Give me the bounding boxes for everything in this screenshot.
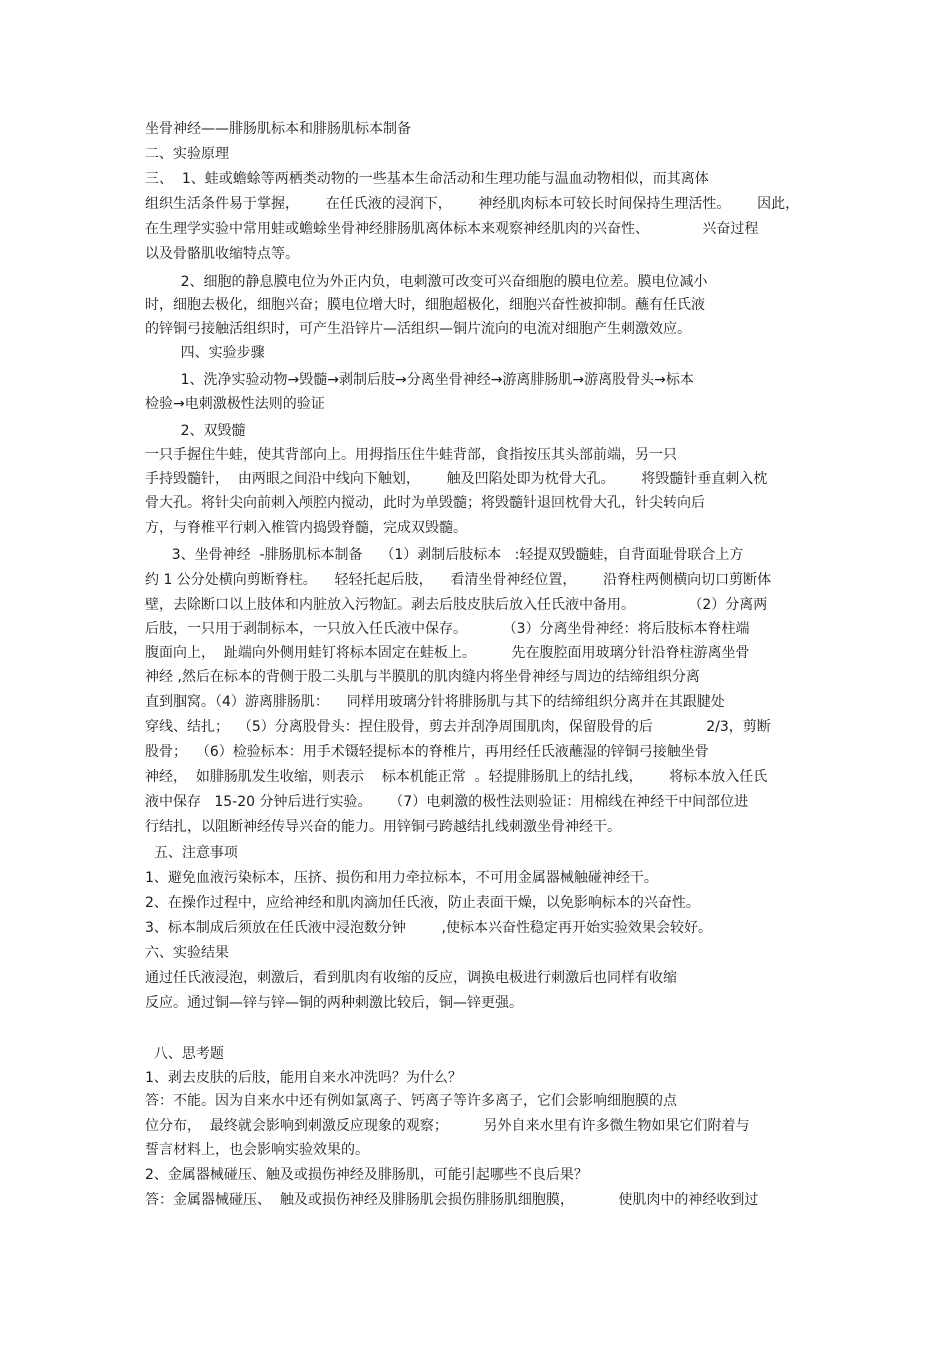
text-line: 后肢，一只用于剥制标本，一只放入任氏液中保存。 （3）分离坐骨神经：将后肢标本脊柱端 [145, 621, 750, 637]
text-line: 答：不能。因为自来水中还有例如氯离子、钙离子等许多离子，它们会影响细胞膜的点 [145, 1093, 677, 1109]
text-line: 手持毁髓针， 由两眼之间沿中线向下触划， 触及凹陷处即为枕骨大孔。 将毁髓针垂直刺入枕 [145, 471, 768, 487]
text-line: 在生理学实验中常用蛙或蟾蜍坐骨神经腓肠肌离体标本来观察神经肌肉的兴奋性、 兴奋过程 [145, 221, 759, 237]
section-heading: 四、实验步骤 [145, 345, 265, 361]
text-line: 一只手握住牛蛙，使其背部向上。用拇指压住牛蛙背部，食指按压其头部前端，另一只 [145, 447, 677, 463]
text-line: 3、坐骨神经 -腓肠肌标本制备 （1）剥制后肢标本 :轻提双毁髓蛙，自背面耻骨联合上方 [145, 547, 744, 563]
text-line: 液中保存 15-20 分钟后进行实验。 （7）电刺激的极性法则验证：用棉线在神经干中间部位进 [145, 794, 749, 810]
text-line: 股骨； （6）检验标本：用手术镊轻提标本的脊椎片，再用经任氏液蘸湿的锌铜弓接触坐骨 [145, 744, 709, 760]
text-line: 2、细胞的静息膜电位为外正内负，电刺激可改变可兴奋细胞的膜电位差。膜电位减小 [145, 274, 708, 290]
section-heading: 二、实验原理 [145, 146, 229, 162]
text-line: 答：金属器械碰压、 触及或损伤神经及腓肠肌会损伤腓肠肌细胞膜， 使肌肉中的神经收到过 [145, 1192, 759, 1208]
text-line: 以及骨骼肌收缩特点等。 [145, 246, 299, 262]
section-heading: 六、实验结果 [145, 945, 229, 961]
section-heading: 五、注意事项 [145, 845, 238, 861]
text-line: 检验→电刺激极性法则的验证 [145, 396, 325, 412]
subsection-heading: 2、双毁髓 [145, 423, 246, 439]
text-line: 行结扎，以阻断神经传导兴奋的能力。用锌铜弓跨越结扎线刺激坐骨神经干。 [145, 819, 621, 835]
text-line: 壁，去除断口以上肢体和内脏放入污物缸。剥去后肢皮肤后放入任氏液中备用。 （2）分离两 [145, 597, 768, 613]
text-line: 腹面向上， 趾端向外侧用蛙钉将标本固定在蛙板上。 先在腹腔面用玻璃分针沿脊柱游离坐骨 [145, 645, 750, 661]
text-line: 1、避免血液污染标本，压挤、损伤和用力牵拉标本，不可用金属器械触碰神经干。 [145, 870, 658, 886]
section-heading: 八、思考题 [145, 1046, 224, 1062]
text-line: 神经 ,然后在标本的背侧于股二头肌与半膜肌的肌肉缝内将坐骨神经与周边的结缔组织分离 [145, 669, 700, 685]
text-line: 1、洗净实验动物→毁髓→剥制后肢→分离坐骨神经→游离腓肠肌→游离股骨头→标本 [145, 372, 694, 388]
text-line: 约 1 公分处横向剪断脊柱。 轻轻托起后肢， 看清坐骨神经位置， 沿脊柱两侧横向切口剪断体 [145, 572, 772, 588]
text-line: 时，细胞去极化，细胞兴奋；膜电位增大时，细胞超极化，细胞兴奋性被抑制。蘸有任氏液 [145, 297, 705, 313]
text-line: 方，与脊椎平行刺入椎管内捣毁脊髓，完成双毁髓。 [145, 520, 467, 536]
text-line: 神经， 如腓肠肌发生收缩，则表示 标本机能正常 。轻提腓肠肌上的结扎线， 将标本放入任氏 [145, 769, 768, 785]
text-line: 通过任氏液浸泡，刺激后，看到肌肉有收缩的反应，调换电极进行刺激后也同样有收缩 [145, 970, 677, 986]
text-line: 3、标本制成后须放在任氏液中浸泡数分钟 ,使标本兴奋性稳定再开始实验效果会较好。 [145, 920, 712, 936]
text-line: 三、 1、蛙或蟾蜍等两栖类动物的一些基本生命活动和生理功能与温血动物相似，而其离体 [145, 171, 709, 187]
text-line: 直到腘窝。（4）游离腓肠肌： 同样用玻璃分针将腓肠肌与其下的结缔组织分离并在其跟腱处 [145, 694, 725, 710]
text-line: 2、在操作过程中，应给神经和肌肉滴加任氏液，防止表面干燥，以免影响标本的兴奋性。 [145, 895, 700, 911]
text-line: 誓言材料上，也会影响实验效果的。 [145, 1142, 369, 1158]
text-line: 组织生活条件易于掌握， 在任氏液的浸润下， 神经肌肉标本可较长时间保持生理活性。 因此， [145, 196, 800, 212]
text-line: 2、金属器械碰压、触及或损伤神经及腓肠肌，可能引起哪些不良后果？ [145, 1167, 588, 1183]
text-line: 位分布， 最终就会影响到刺激反应现象的观察； 另外自来水里有许多微生物如果它们附着与 [145, 1118, 750, 1134]
doc-title: 坐骨神经——腓肠肌标本和腓肠肌标本制备 [145, 121, 411, 137]
text-line: 骨大孔。将针尖向前刺入颅腔内搅动，此时为单毁髓；将毁髓针退回枕骨大孔，针尖转向后 [145, 495, 705, 511]
text-line: 反应。通过铜—锌与锌—铜的两种刺激比较后，铜—锌更强。 [145, 995, 523, 1011]
text-line: 穿线、结扎； （5）分离股骨头：捏住股骨，剪去并刮净周围肌肉，保留股骨的后 2/3，剪断 [145, 719, 771, 735]
text-line: 的锌铜弓接触活组织时，可产生沿锌片—活组织—铜片流向的电流对细胞产生刺激效应。 [145, 321, 691, 337]
text-line: 1、剥去皮肤的后肢，能用自来水冲洗吗？为什么？ [145, 1070, 462, 1086]
